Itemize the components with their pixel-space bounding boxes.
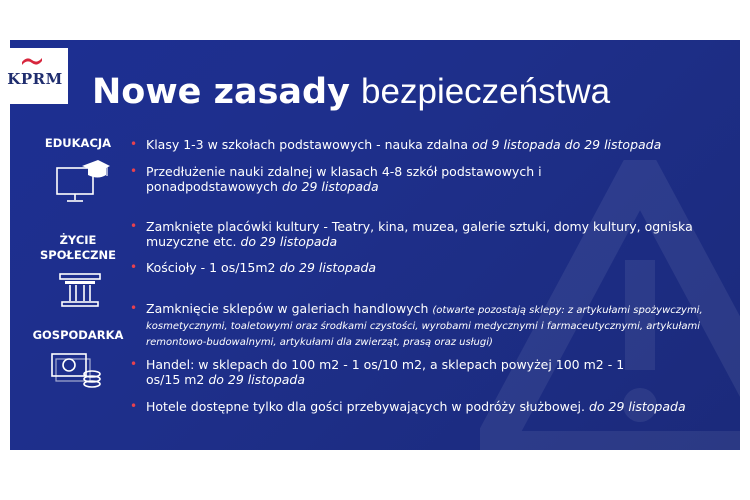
bullet-edukacja-2: • Przedłużenie nauki zdalnej w klasach 4-8 szkół podstawowych i ponadpodstawowych do 29 listopada [130, 164, 542, 194]
bullet-zycie-2: • Kościoły - 1 os/15m2 do 29 listopada [130, 260, 377, 275]
bullet-dot: • [130, 219, 138, 233]
logo-kprm[interactable]: KPRM [7, 70, 63, 88]
cash-coins-icon [50, 350, 102, 390]
category-label-edukacja: EDUKACJA [44, 136, 112, 150]
bullet-edukacja-1: • Klasy 1-3 w szkołach podstawowych - nauka zdalna od 9 listopada do 29 listopada [130, 137, 662, 152]
category-label-gospodarka: GOSPODARKA [32, 328, 124, 342]
flag-icon [22, 56, 42, 66]
bullet-dot: • [130, 164, 138, 178]
bullet-dot: • [130, 399, 138, 413]
bullet-zycie-1: • Zamknięte placówki kultury - Teatry, kina, muzea, galerie sztuki, domy kultury, ogniska muzyczne etc. do 29 listopada [130, 219, 693, 249]
computer-graduation-cap-icon [54, 158, 110, 204]
bullet-dot: • [130, 357, 138, 371]
bullet-dot: • [130, 260, 138, 274]
page-title: Nowe zasady bezpieczeństwa [92, 72, 611, 112]
bullet-dot: • [130, 137, 138, 151]
info-panel [10, 40, 740, 450]
category-label-zycie-spoleczne: ŻYCIE SPOŁECZNE [40, 233, 116, 262]
bullet-gospodarka-2: • Handel: w sklepach do 100 m2 - 1 os/10 m2, a sklepach powyżej 100 m2 - 1 os/15 m2 do 29 listopada [130, 357, 625, 387]
bullet-gospodarka-3: • Hotele dostępne tylko dla gości przebywających w podróży służbowej. do 29 listopada [130, 399, 686, 414]
column-pillar-icon [58, 272, 102, 308]
bullet-gospodarka-1: • Zamknięcie sklepów w galeriach handlowych (otwarte pozostają sklepy: z artykułami spożywczymi, kosmetycznymi, toaletowymi oraz środkami czystości, wyrobami medycznymi i farmaceutycznymi, artykułami remontowo-budowalnymi, artykułami dla zwierząt, prasą oraz usługi) [130, 301, 703, 348]
bullet-dot: • [130, 301, 138, 315]
